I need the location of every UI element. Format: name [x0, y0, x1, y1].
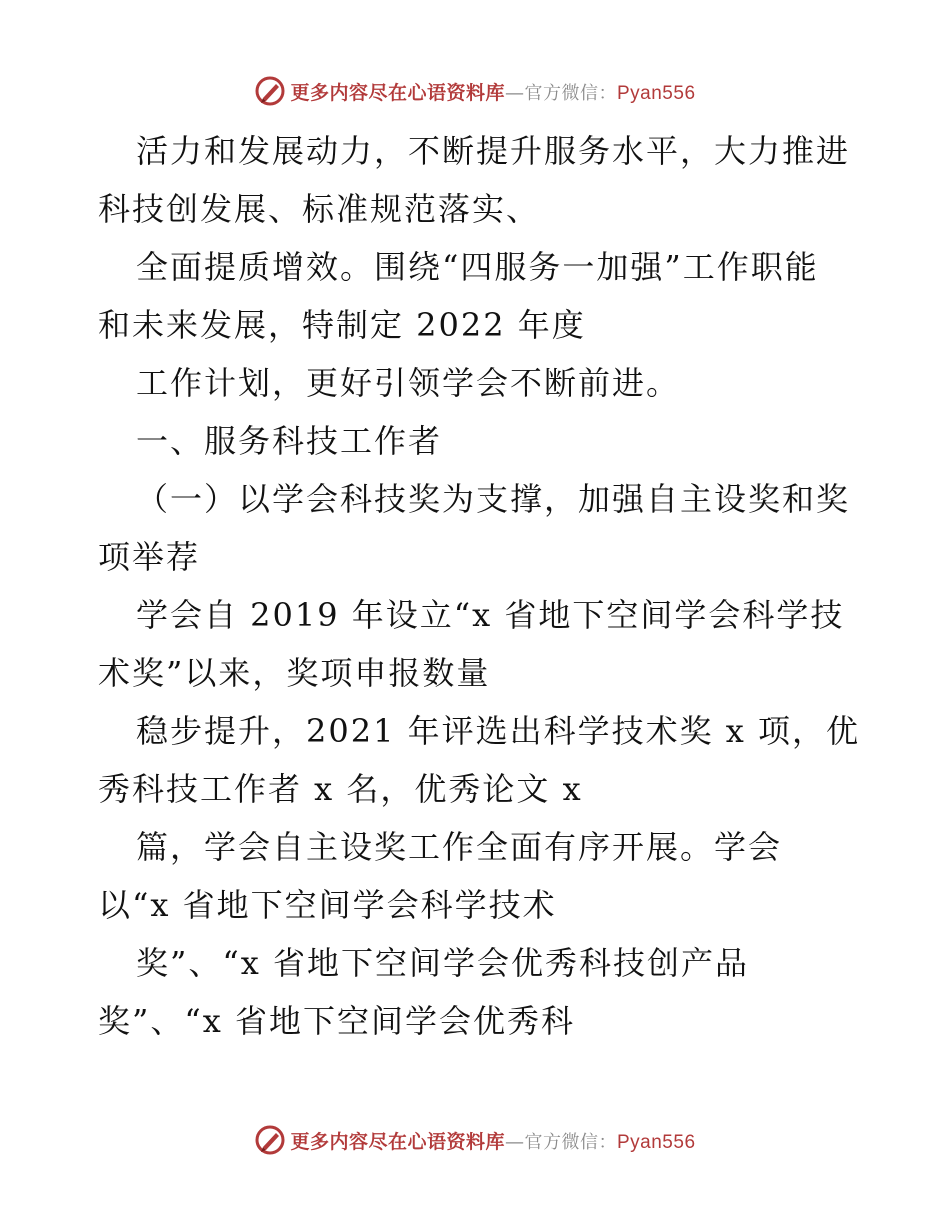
pen-logo-icon [254, 1124, 286, 1156]
pen-logo-icon [254, 75, 286, 107]
watermark-text [290, 1127, 695, 1154]
watermark-dash: — [505, 1130, 525, 1153]
paragraph-line: 秀科技工作者 x 名，优秀论文 x [98, 770, 583, 808]
subsection-heading-continued: 项举荐 [98, 538, 201, 576]
watermark-brand: 更多内容尽在心语资料库 [290, 1130, 505, 1153]
subsection-heading: （一）以学会科技奖为支撑，加强自主设奖和奖 [136, 480, 851, 518]
header-watermark [0, 71, 950, 111]
watermark-wechat-id: Pyan556 [617, 1131, 696, 1153]
document-body [98, 122, 861, 1050]
paragraph-line: 稳步提升，2021 年评选出科学技术奖 x 项，优 [136, 712, 861, 750]
paragraph-line: 奖”、“x 省地下空间学会优秀科技创产品 [136, 944, 749, 982]
paragraph-line: 和未来发展，特制定 2022 年度 [98, 306, 586, 344]
paragraph-line: 全面提质增效。围绕“四服务一加强”工作职能 [136, 248, 819, 286]
watermark-dash: — [505, 81, 525, 104]
paragraph-line: 术奖”以来，奖项申报数量 [98, 654, 491, 692]
paragraph-line: 以“x 省地下空间学会科学技术 [98, 886, 557, 924]
paragraph-line: 学会自 2019 年设立“x 省地下空间学会科学技 [136, 596, 845, 634]
paragraph-line: 科技创发展、标准规范落实、 [98, 190, 541, 228]
watermark-brand: 更多内容尽在心语资料库 [290, 81, 505, 104]
watermark-wechat-id: Pyan556 [617, 82, 696, 104]
paragraph-line: 活力和发展动力，不断提升服务水平，大力推进 [136, 132, 851, 170]
section-heading: 一、服务科技工作者 [136, 422, 443, 460]
paragraph-line: 工作计划，更好引领学会不断前进。 [136, 364, 681, 402]
paragraph-line: 奖”、“x 省地下空间学会优秀科 [98, 1002, 575, 1040]
watermark-official-label: 官方微信： [524, 82, 617, 104]
footer-watermark [0, 1120, 950, 1160]
paragraph-line: 篇，学会自主设奖工作全面有序开展。学会 [136, 828, 783, 866]
watermark-official-label: 官方微信： [524, 1131, 617, 1153]
watermark-text [290, 78, 695, 105]
